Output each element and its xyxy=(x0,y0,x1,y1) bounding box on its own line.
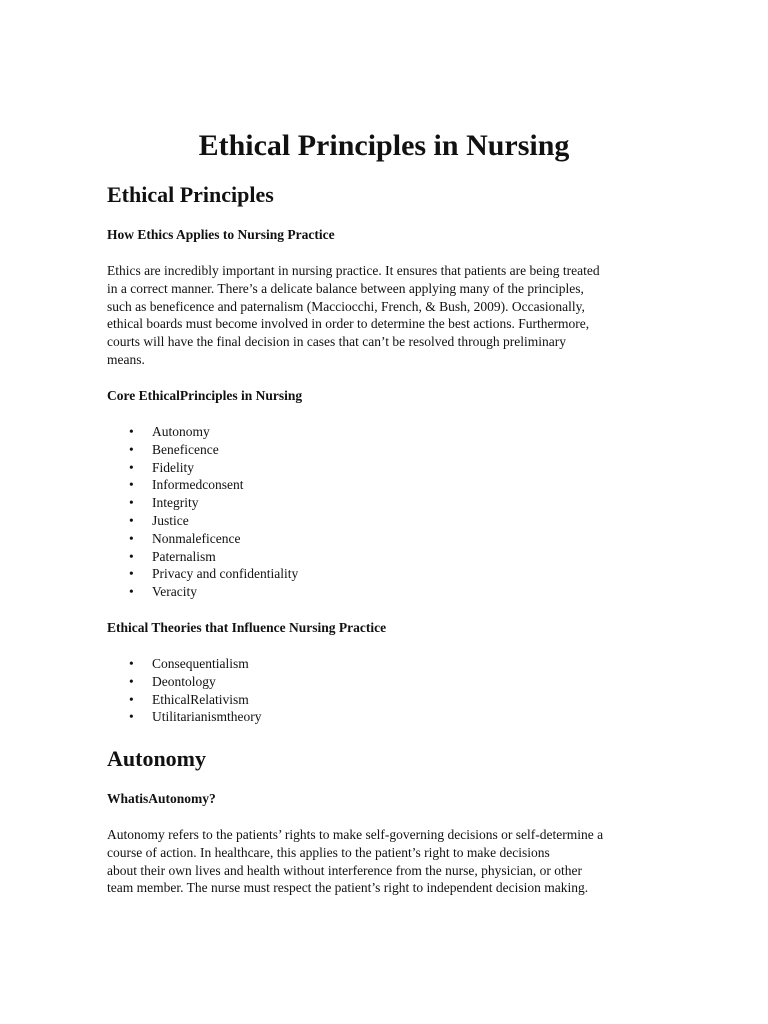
bullet-icon: • xyxy=(129,566,134,582)
paragraph-line: Ethics are incredibly important in nursing practice. It ensures that patients are being treated xyxy=(107,263,600,278)
list-item-text: Veracity xyxy=(152,584,197,600)
list-item xyxy=(107,476,298,494)
paragraph-line: courts will have the final decision in cases that can’t be resolved through preliminary xyxy=(107,334,566,350)
bullet-icon: • xyxy=(129,709,134,725)
list-item xyxy=(107,565,298,583)
bullet-icon: • xyxy=(129,656,134,671)
bullet-icon: • xyxy=(129,495,134,511)
list-item-text: Integrity xyxy=(152,495,199,511)
bullet-icon: • xyxy=(129,477,134,493)
list-item xyxy=(107,512,298,530)
list-item xyxy=(107,441,298,459)
subheading-what-is-autonomy: WhatisAutonomy? xyxy=(107,791,216,806)
bullet-icon: • xyxy=(129,548,134,564)
ethical-theories-list xyxy=(107,655,261,726)
list-item-text: Beneficence xyxy=(152,441,219,457)
core-principles-list xyxy=(107,423,298,601)
list-item xyxy=(107,494,298,512)
bullet-icon: • xyxy=(129,459,134,475)
subheading-how-ethics-applies: How Ethics Applies to Nursing Practice xyxy=(107,227,335,242)
paragraph-ethics-importance xyxy=(107,262,667,369)
bullet-icon: • xyxy=(129,673,134,689)
bullet-icon: • xyxy=(129,584,134,600)
list-item xyxy=(107,691,261,709)
list-item xyxy=(107,459,298,477)
list-item xyxy=(107,530,298,548)
list-item xyxy=(107,583,298,601)
bullet-icon: • xyxy=(129,441,134,457)
bullet-icon: • xyxy=(129,691,134,707)
subheading-ethical-theories: Ethical Theories that Influence Nursing Practice xyxy=(107,620,387,635)
paragraph-line: about their own lives and health without interference from the nurse, physician, or other xyxy=(107,862,582,878)
bullet-icon: • xyxy=(129,512,134,528)
list-item xyxy=(107,655,261,673)
list-item-text: Informedconsent xyxy=(152,477,244,493)
paragraph-line: ethical boards must become involved in order to determine the best actions. Furthermore, xyxy=(107,316,590,332)
section-heading-ethical-principles: Ethical Principles xyxy=(107,182,274,207)
paragraph-line: in a correct manner. There’s a delicate balance between applying many of the principles, xyxy=(107,280,584,296)
bullet-icon: • xyxy=(129,424,134,439)
list-item-text: Deontology xyxy=(152,673,216,689)
list-item xyxy=(107,548,298,566)
list-item-text: Consequentialism xyxy=(152,656,249,671)
document-title: Ethical Principles in Nursing xyxy=(198,129,570,162)
subheading-core-principles: Core EthicalPrinciples in Nursing xyxy=(107,388,303,403)
list-item xyxy=(107,423,298,441)
paragraph-line: such as beneficence and paternalism (Macciocchi, French, & Bush, 2009). Occasionally, xyxy=(107,298,585,314)
list-item-text: Privacy and confidentiality xyxy=(152,566,299,582)
list-item xyxy=(107,708,261,726)
paragraph-line: team member. The nurse must respect the patient’s right to independent decision making. xyxy=(107,880,589,896)
section-heading-autonomy: Autonomy xyxy=(107,746,207,771)
bullet-icon: • xyxy=(129,530,134,546)
list-item xyxy=(107,673,261,691)
list-item-text: EthicalRelativism xyxy=(152,691,249,707)
list-item-text: Paternalism xyxy=(152,548,216,564)
paragraph-line: Autonomy refers to the patients’ rights to make self-governing decisions or self-determine a xyxy=(107,827,604,842)
paragraph-line: course of action. In healthcare, this applies to the patient’s right to make decisions xyxy=(107,844,550,860)
paragraph-line: means. xyxy=(107,351,145,367)
list-item-text: Justice xyxy=(152,512,189,528)
list-item-text: Nonmaleficence xyxy=(152,530,241,546)
list-item-text: Utilitarianismtheory xyxy=(152,709,262,725)
list-item-text: Fidelity xyxy=(152,459,195,475)
paragraph-autonomy-definition xyxy=(107,826,667,897)
list-item-text: Autonomy xyxy=(152,424,210,439)
